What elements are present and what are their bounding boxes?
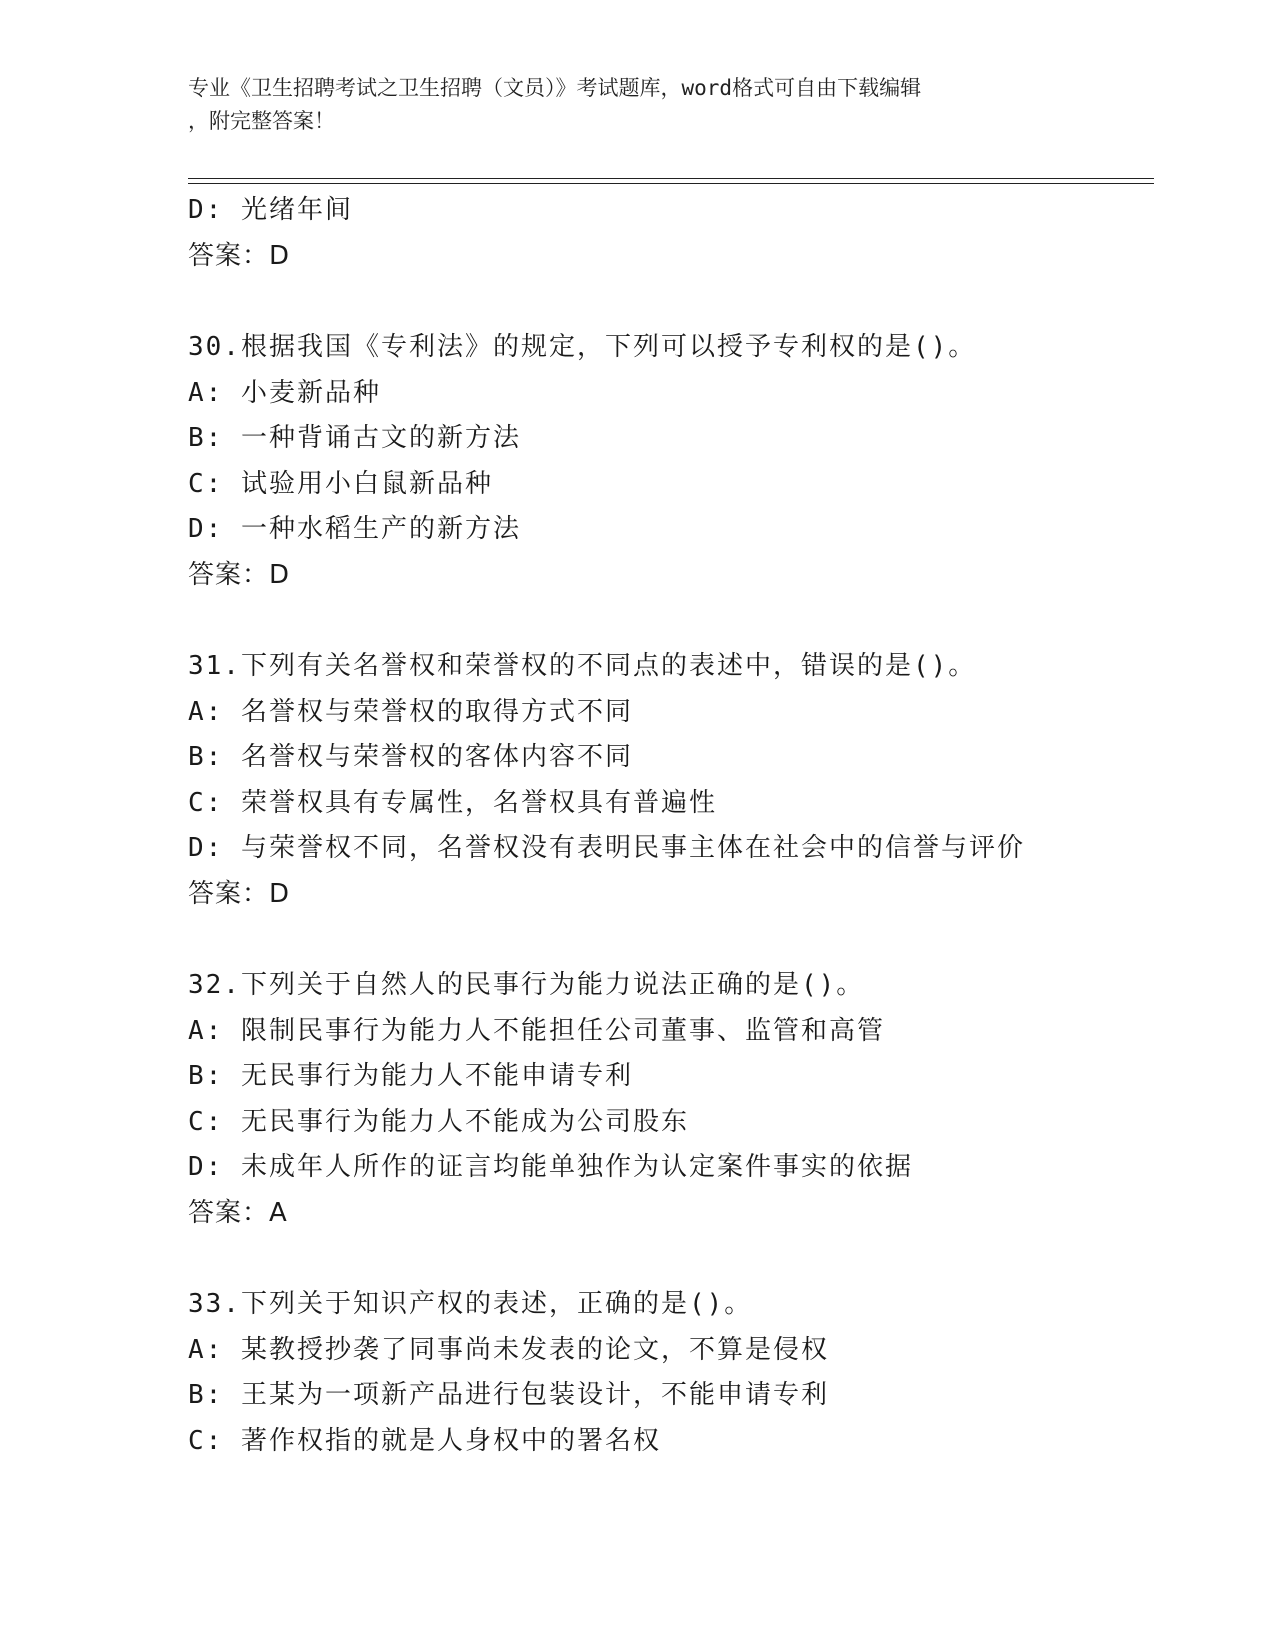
answer: 答案：D bbox=[188, 559, 291, 590]
option-b: B: 一种背诵古文的新方法 bbox=[188, 423, 521, 453]
option-a: A: 小麦新品种 bbox=[188, 377, 381, 408]
answer: 答案：D bbox=[188, 878, 291, 909]
option-a: A: 限制民事行为能力人不能担任公司董事、监管和高管 bbox=[188, 1015, 885, 1046]
option-b: B: 名誉权与荣誉权的客体内容不同 bbox=[188, 742, 633, 772]
question-stem: 33.下列关于知识产权的表述，正确的是()。 bbox=[188, 1289, 753, 1319]
document-header bbox=[188, 72, 1088, 138]
option-a: A: 名誉权与荣誉权的取得方式不同 bbox=[188, 696, 633, 727]
answer: 答案：A bbox=[188, 1197, 288, 1228]
option-c: C: 著作权指的就是人身权中的署名权 bbox=[188, 1425, 661, 1456]
question-list bbox=[188, 188, 1168, 1464]
question-stem: 32.下列关于自然人的民事行为能力说法正确的是()。 bbox=[188, 970, 865, 1000]
option-b: B: 无民事行为能力人不能申请专利 bbox=[188, 1061, 633, 1091]
option-c: C: 荣誉权具有专属性，名誉权具有普遍性 bbox=[188, 787, 717, 818]
answer: 答案：D bbox=[188, 240, 291, 271]
header-line-2: ，附完整答案！ bbox=[188, 109, 335, 133]
option-a: A: 某教授抄袭了同事尚未发表的论文，不算是侵权 bbox=[188, 1334, 829, 1365]
option-d: D: 未成年人所作的证言均能单独作为认定案件事实的依据 bbox=[188, 1152, 913, 1182]
option-d: D: 一种水稻生产的新方法 bbox=[188, 514, 521, 544]
question-stem: 30.根据我国《专利法》的规定，下列可以授予专利权的是()。 bbox=[188, 332, 977, 362]
option-d: D: 光绪年间 bbox=[188, 195, 353, 225]
option-b: B: 王某为一项新产品进行包装设计，不能申请专利 bbox=[188, 1380, 829, 1410]
option-d: D: 与荣誉权不同，名誉权没有表明民事主体在社会中的信誉与评价 bbox=[188, 833, 1025, 863]
question-stem: 31.下列有关名誉权和荣誉权的不同点的表述中，错误的是()。 bbox=[188, 651, 977, 681]
header-divider bbox=[188, 178, 1154, 184]
option-c: C: 试验用小白鼠新品种 bbox=[188, 468, 493, 499]
option-c: C: 无民事行为能力人不能成为公司股东 bbox=[188, 1106, 689, 1137]
header-line-1: 专业《卫生招聘考试之卫生招聘（文员）》考试题库，word格式可自由下载编辑 bbox=[188, 76, 922, 100]
